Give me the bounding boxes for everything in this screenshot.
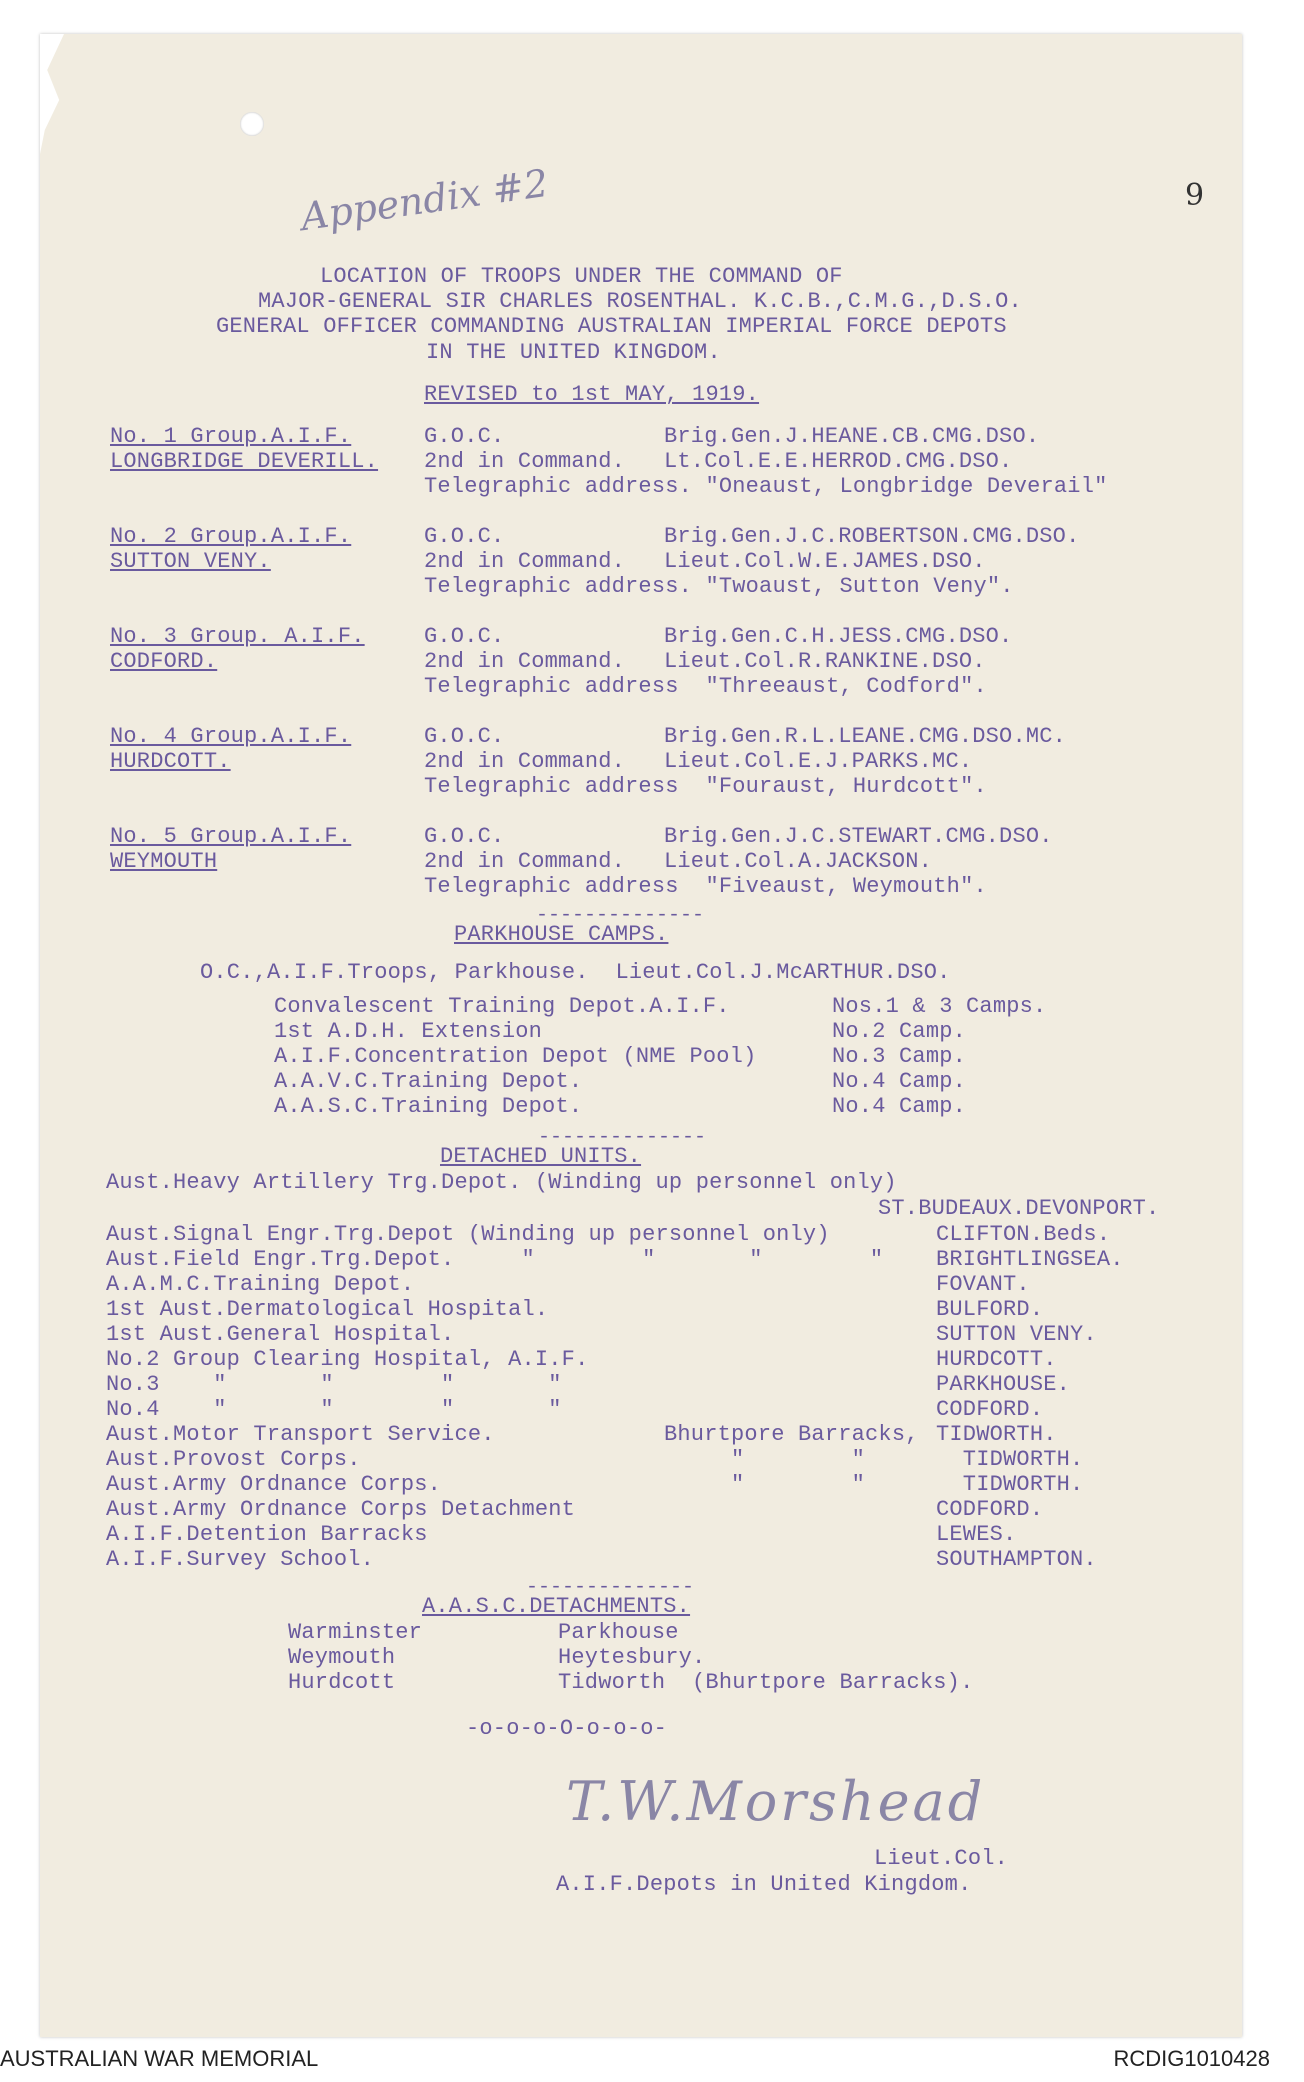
detached-location: LEWES. <box>936 1522 1017 1547</box>
detached-location: BRIGHTLINGSEA. <box>936 1247 1124 1272</box>
parkhouse-unit: A.A.S.C.Training Depot. <box>274 1094 583 1119</box>
telegraphic-address: Telegraphic address "Fouraust, Hurdcott". <box>424 774 987 799</box>
detached-unit: Aust.Motor Transport Service. <box>106 1422 495 1447</box>
parkhouse-oc: O.C.,A.I.F.Troops, Parkhouse. Lieut.Col.J.McARTHUR.DSO. <box>200 960 951 985</box>
detached-unit: Aust.Army Ordnance Corps Detachment <box>106 1497 576 1522</box>
aasc-right: Tidworth (Bhurtpore Barracks). <box>558 1670 974 1695</box>
detached-location: SUTTON VENY. <box>936 1322 1097 1347</box>
detached-barracks: " " <box>664 1447 866 1472</box>
detached-location: TIDWORTH. <box>936 1422 1057 1447</box>
detached-location: BULFORD. <box>936 1297 1044 1322</box>
second-label: 2nd in Command. <box>424 649 626 674</box>
title-line: IN THE UNITED KINGDOM. <box>426 340 721 365</box>
divider: -------------- <box>526 1576 695 1599</box>
detached-barracks: " " <box>664 1472 866 1497</box>
divider: -------------- <box>536 904 705 927</box>
parkhouse-camp: No.2 Camp. <box>832 1019 967 1044</box>
goc-label: G.O.C. <box>424 524 505 549</box>
second-name: Lieut.Col.A.JACKSON. <box>664 849 933 874</box>
detached-unit: A.A.M.C.Training Depot. <box>106 1272 415 1297</box>
title-line: LOCATION OF TROOPS UNDER THE COMMAND OF <box>320 264 843 289</box>
page-number: 9 <box>1185 178 1205 213</box>
detached-location: CLIFTON.Beds. <box>936 1222 1111 1247</box>
aasc-right: Heytesbury. <box>558 1645 706 1670</box>
detached-unit: A.I.F.Detention Barracks <box>106 1522 428 1547</box>
aasc-left: Hurdcott <box>288 1670 396 1695</box>
detached-location: TIDWORTH. <box>936 1447 1084 1472</box>
title-line: MAJOR-GENERAL SIR CHARLES ROSENTHAL. K.C.B.,C.M.G.,D.S.O. <box>258 289 1022 314</box>
title-line: GENERAL OFFICER COMMANDING AUSTRALIAN IMPERIAL FORCE DEPOTS <box>216 314 1007 339</box>
group-place: WEYMOUTH <box>110 849 218 874</box>
detached-unit: Aust.Army Ordnance Corps. <box>106 1472 442 1497</box>
signature: T.W.Morshead <box>566 1770 986 1833</box>
goc-label: G.O.C. <box>424 724 505 749</box>
revised-date: REVISED to 1st MAY, 1919. <box>424 382 760 407</box>
divider: -------------- <box>538 1126 707 1149</box>
goc-name: Brig.Gen.R.L.LEANE.CMG.DSO.MC. <box>664 724 1067 749</box>
aasc-heading: A.A.S.C.DETACHMENTS. <box>422 1594 691 1619</box>
second-name: Lt.Col.E.E.HERROD.CMG.DSO. <box>664 449 1013 474</box>
detached-unit: Aust.Signal Engr.Trg.Depot (Winding up personnel only) <box>106 1222 830 1247</box>
group-name: No. 3 Group. A.I.F. <box>110 624 365 649</box>
detached-unit: 1st Aust.Dermatological Hospital. <box>106 1297 549 1322</box>
parkhouse-camp: No.3 Camp. <box>832 1044 967 1069</box>
goc-label: G.O.C. <box>424 624 505 649</box>
group-place: SUTTON VENY. <box>110 549 271 574</box>
detached-unit: A.I.F.Survey School. <box>106 1547 375 1572</box>
group-place: LONGBRIDGE DEVERILL. <box>110 449 379 474</box>
detached-location: CODFORD. <box>936 1497 1044 1522</box>
group-name: No. 2 Group.A.I.F. <box>110 524 352 549</box>
parkhouse-heading: PARKHOUSE CAMPS. <box>454 922 669 947</box>
detached-unit: Aust.Heavy Artillery Trg.Depot. (Winding up personnel only) <box>106 1170 897 1195</box>
second-label: 2nd in Command. <box>424 849 626 874</box>
goc-name: Brig.Gen.J.C.ROBERTSON.CMG.DSO. <box>664 524 1080 549</box>
footer-source: AUSTRALIAN WAR MEMORIAL <box>0 2046 319 2071</box>
telegraphic-address: Telegraphic address. "Twoaust, Sutton Veny". <box>424 574 1014 599</box>
group-place: CODFORD. <box>110 649 218 674</box>
detached-location: FOVANT. <box>936 1272 1030 1297</box>
aasc-left: Weymouth <box>288 1645 396 1670</box>
goc-name: Brig.Gen.J.HEANE.CB.CMG.DSO. <box>664 424 1040 449</box>
parkhouse-camp: No.4 Camp. <box>832 1094 967 1119</box>
detached-unit: No.3 " " " " <box>106 1372 562 1397</box>
signer-role: A.I.F.Depots in United Kingdom. <box>556 1872 972 1897</box>
second-name: Lieut.Col.E.J.PARKS.MC. <box>664 749 973 774</box>
parkhouse-unit: Convalescent Training Depot.A.I.F. <box>274 994 730 1019</box>
detached-unit: No.4 " " " " <box>106 1397 562 1422</box>
telegraphic-address: Telegraphic address "Threeaust, Codford". <box>424 674 987 699</box>
goc-name: Brig.Gen.C.H.JESS.CMG.DSO. <box>664 624 1013 649</box>
detached-location: TIDWORTH. <box>936 1472 1084 1497</box>
detached-unit: Aust.Provost Corps. <box>106 1447 361 1472</box>
detached-unit: No.2 Group Clearing Hospital, A.I.F. <box>106 1347 589 1372</box>
footer-id: RCDIG1010428 <box>1113 2046 1270 2071</box>
appendix-annotation: Appendix #2 <box>298 160 551 240</box>
parkhouse-camp: No.4 Camp. <box>832 1069 967 1094</box>
second-name: Lieut.Col.R.RANKINE.DSO. <box>664 649 986 674</box>
detached-barracks: Bhurtpore Barracks, <box>664 1422 919 1447</box>
second-name: Lieut.Col.W.E.JAMES.DSO. <box>664 549 986 574</box>
group-place: HURDCOTT. <box>110 749 231 774</box>
parkhouse-unit: A.I.F.Concentration Depot (NME Pool) <box>274 1044 757 1069</box>
detached-heading: DETACHED UNITS. <box>440 1144 642 1169</box>
goc-label: G.O.C. <box>424 424 505 449</box>
parkhouse-unit: 1st A.D.H. Extension <box>274 1019 543 1044</box>
signer-rank: Lieut.Col. <box>874 1846 1009 1871</box>
second-label: 2nd in Command. <box>424 749 626 774</box>
group-name: No. 5 Group.A.I.F. <box>110 824 352 849</box>
detached-location: HURDCOTT. <box>936 1347 1057 1372</box>
goc-name: Brig.Gen.J.C.STEWART.CMG.DSO. <box>664 824 1053 849</box>
separator: -o-o-o-O-o-o-o- <box>466 1716 668 1741</box>
aasc-left: Warminster <box>288 1620 423 1645</box>
detached-unit: 1st Aust.General Hospital. <box>106 1322 455 1347</box>
second-label: 2nd in Command. <box>424 549 626 574</box>
detached-location: PARKHOUSE. <box>936 1372 1071 1397</box>
aasc-right: Parkhouse <box>558 1620 679 1645</box>
detached-location: SOUTHAMPTON. <box>936 1547 1097 1572</box>
parkhouse-unit: A.A.V.C.Training Depot. <box>274 1069 583 1094</box>
parkhouse-camp: Nos.1 & 3 Camps. <box>832 994 1047 1019</box>
detached-unit: Aust.Field Engr.Trg.Depot. " " " " <box>106 1247 884 1272</box>
group-name: No. 4 Group.A.I.F. <box>110 724 352 749</box>
telegraphic-address: Telegraphic address. "Oneaust, Longbridge Deverail" <box>424 474 1108 499</box>
punch-hole <box>240 112 264 136</box>
second-label: 2nd in Command. <box>424 449 626 474</box>
telegraphic-address: Telegraphic address "Fiveaust, Weymouth". <box>424 874 987 899</box>
goc-label: G.O.C. <box>424 824 505 849</box>
detached-location: ST.BUDEAUX.DEVONPORT. <box>878 1196 1160 1221</box>
group-name: No. 1 Group.A.I.F. <box>110 424 352 449</box>
detached-location: CODFORD. <box>936 1397 1044 1422</box>
